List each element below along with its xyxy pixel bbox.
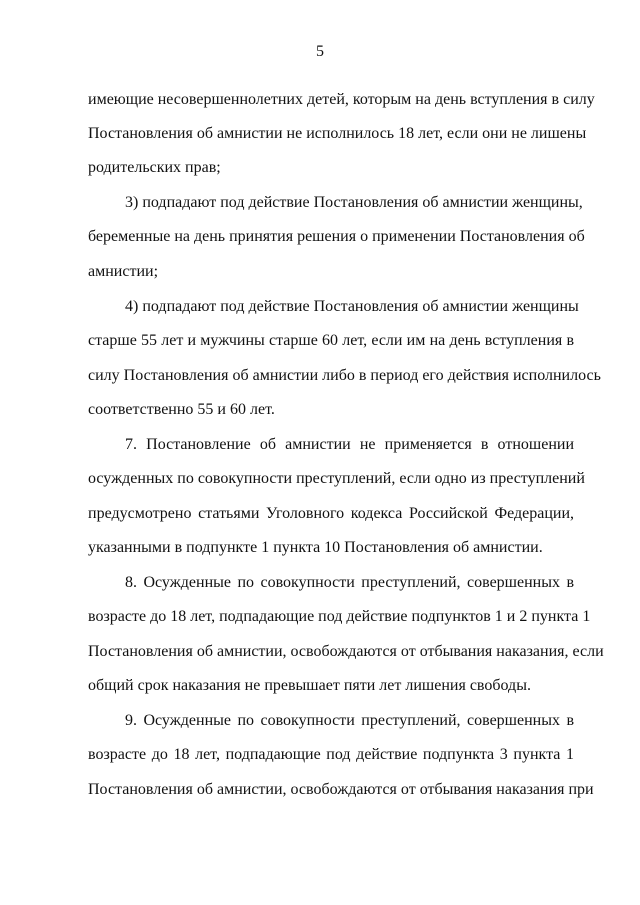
text-line: указанными в подпункте 1 пункта 10 Постановления об амнистии. (88, 539, 543, 556)
page-number: 5 (316, 43, 324, 60)
text-line: осужденных по совокупности преступлений, если одно из преступлений (88, 470, 585, 487)
text-line: Постановления об амнистии, освобождаются от отбывания наказания, если (88, 643, 604, 660)
text-line: родительских прав; (88, 159, 221, 176)
text-line: возрасте до 18 лет, подпадающие под действие подпункта 3 пункта 1 (88, 746, 574, 763)
text-line: старше 55 лет и мужчины старше 60 лет, если им на день вступления в (88, 332, 574, 349)
text-line: 7. Постановление об амнистии не применяется в отношении (125, 436, 574, 453)
text-line: Постановления об амнистии, освобождаются от отбывания наказания при (88, 781, 594, 798)
text-line: силу Постановления об амнистии либо в период его действия исполнилось (88, 367, 601, 384)
text-line: соответственно 55 и 60 лет. (88, 401, 275, 418)
text-line: 4) подпадают под действие Постановления об амнистии женщины (125, 298, 579, 315)
text-line: беременные на день принятия решения о применении Постановления об (88, 228, 585, 245)
text-line: общий срок наказания не превышает пяти лет лишения свободы. (88, 677, 531, 694)
text-line: 9. Осужденные по совокупности преступлений, совершенных в (125, 712, 574, 729)
text-line: амнистии; (88, 263, 159, 280)
text-line: предусмотрено статьями Уголовного кодекса Российской Федерации, (88, 505, 574, 522)
text-line: 8. Осужденные по совокупности преступлений, совершенных в (125, 574, 574, 591)
text-line: имеющие несовершеннолетних детей, которым на день вступления в силу (88, 91, 595, 108)
text-line: 3) подпадают под действие Постановления об амнистии женщины, (125, 194, 583, 211)
text-line: возрасте до 18 лет, подпадающие под действие подпунктов 1 и 2 пункта 1 (88, 608, 591, 625)
text-line: Постановления об амнистии не исполнилось 18 лет, если они не лишены (88, 125, 587, 142)
